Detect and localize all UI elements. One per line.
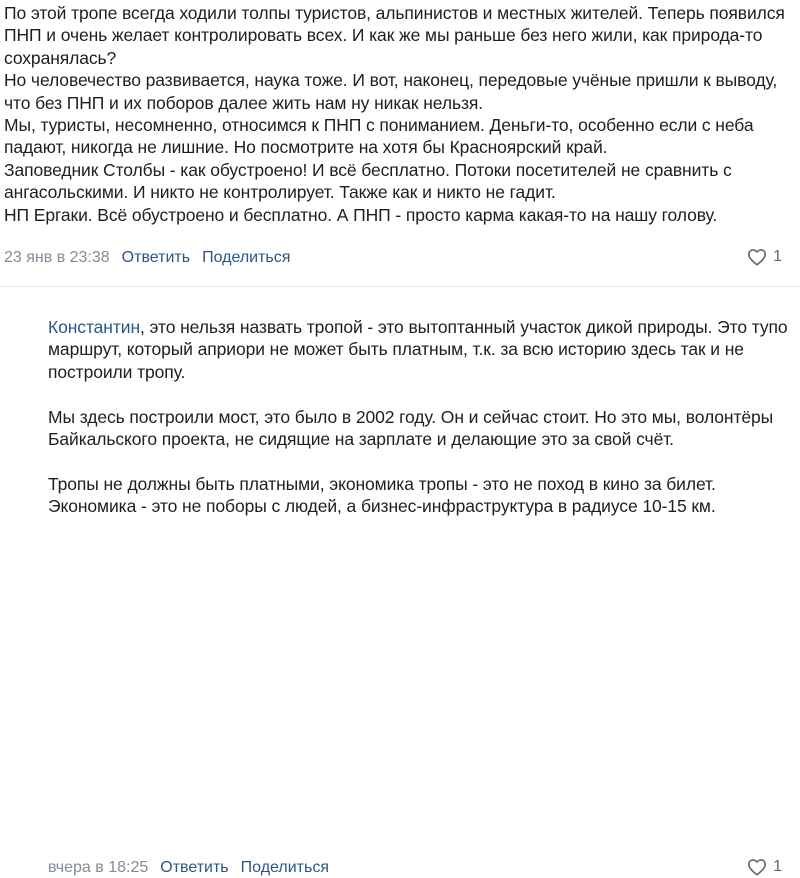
comment-2-paragraph-3a: Тропы не должны быть платными, экономика тропы - это не поход в кино за билет. (48, 473, 716, 494)
paragraph-gap (48, 450, 796, 472)
comment-2-text (48, 316, 796, 518)
comment-2-paragraph-3b: Экономика - это не поборы с людей, а бизнес-инфраструктура в радиусе 10-15 км. (48, 496, 716, 517)
comment-2-paragraph-2: Мы здесь построили мост, это было в 2002 году. Он и сейчас стоит. Но это мы, волонтёры Байкальского проекта, не сидящие на зарплате и делающие это за свой счёт. (48, 406, 774, 450)
comment-2-share-button[interactable]: Поделиться (240, 859, 329, 876)
comment-2-date[interactable]: вчера в 18:25 (48, 859, 149, 876)
comment-1-date[interactable]: 23 янв в 23:38 (4, 249, 110, 266)
heart-outline-icon (747, 248, 767, 266)
comment-divider (0, 286, 800, 287)
comment-2-meta (48, 858, 341, 878)
comment-2-reply-button[interactable]: Ответить (160, 859, 229, 876)
heart-outline-icon (747, 858, 767, 876)
paragraph-gap (48, 383, 796, 405)
comment-2-like-button[interactable] (747, 858, 782, 876)
comment-2-paragraph-1 (48, 316, 796, 383)
comment-2 (0, 298, 800, 876)
comment-1 (0, 0, 800, 280)
comment-1-text (4, 2, 796, 226)
comment-1-paragraph-4: Заповедник Столбы - как обустроено! И всё бесплатно. Потоки посетителей не сравнить с ангасольскими. И никто не контролирует. Также как и никто не гадит. (4, 159, 732, 203)
comment-1-like-button[interactable] (747, 248, 782, 266)
comment-1-meta (4, 248, 302, 268)
comment-1-paragraph-3: Мы, туристы, несомненно, относимся к ПНП с пониманием. Деньги-то, особенно если с неба падают, никогда не лишние. Но посмотрите на хотя бы Красноярский край. (4, 115, 754, 158)
comment-1-paragraph-5: НП Ергаки. Всё обустроено и бесплатно. А ПНП - просто карма какая-то на нашу голову. (4, 204, 718, 225)
comment-2-paragraph-1-text: , это нельзя назвать тропой - это вытоптанный участок дикой природы. Это тупо маршрут, который априори не может быть платным, т.к. за всю историю здесь так и не построили тропу. (48, 317, 788, 382)
comment-1-reply-button[interactable]: Ответить (121, 249, 191, 266)
comment-1-paragraph-2: Но человечество развивается, наука тоже. И вот, наконец, передовые учёные пришли к выводу, что без ПНП и их поборов далее жить нам ну никак нельзя. (4, 70, 778, 113)
reply-to-author-link[interactable]: Константин (48, 317, 141, 337)
comment-1-like-count: 1 (773, 248, 782, 265)
comment-1-paragraph-1: По этой тропе всегда ходили толпы туристов, альпинистов и местных жителей. Теперь появился ПНП и очень желает контролировать всех. И как же мы раньше без него жили, как природа-то сохранялась? (4, 3, 785, 68)
comment-1-share-button[interactable]: Поделиться (202, 249, 291, 266)
comment-2-like-count: 1 (773, 858, 782, 875)
